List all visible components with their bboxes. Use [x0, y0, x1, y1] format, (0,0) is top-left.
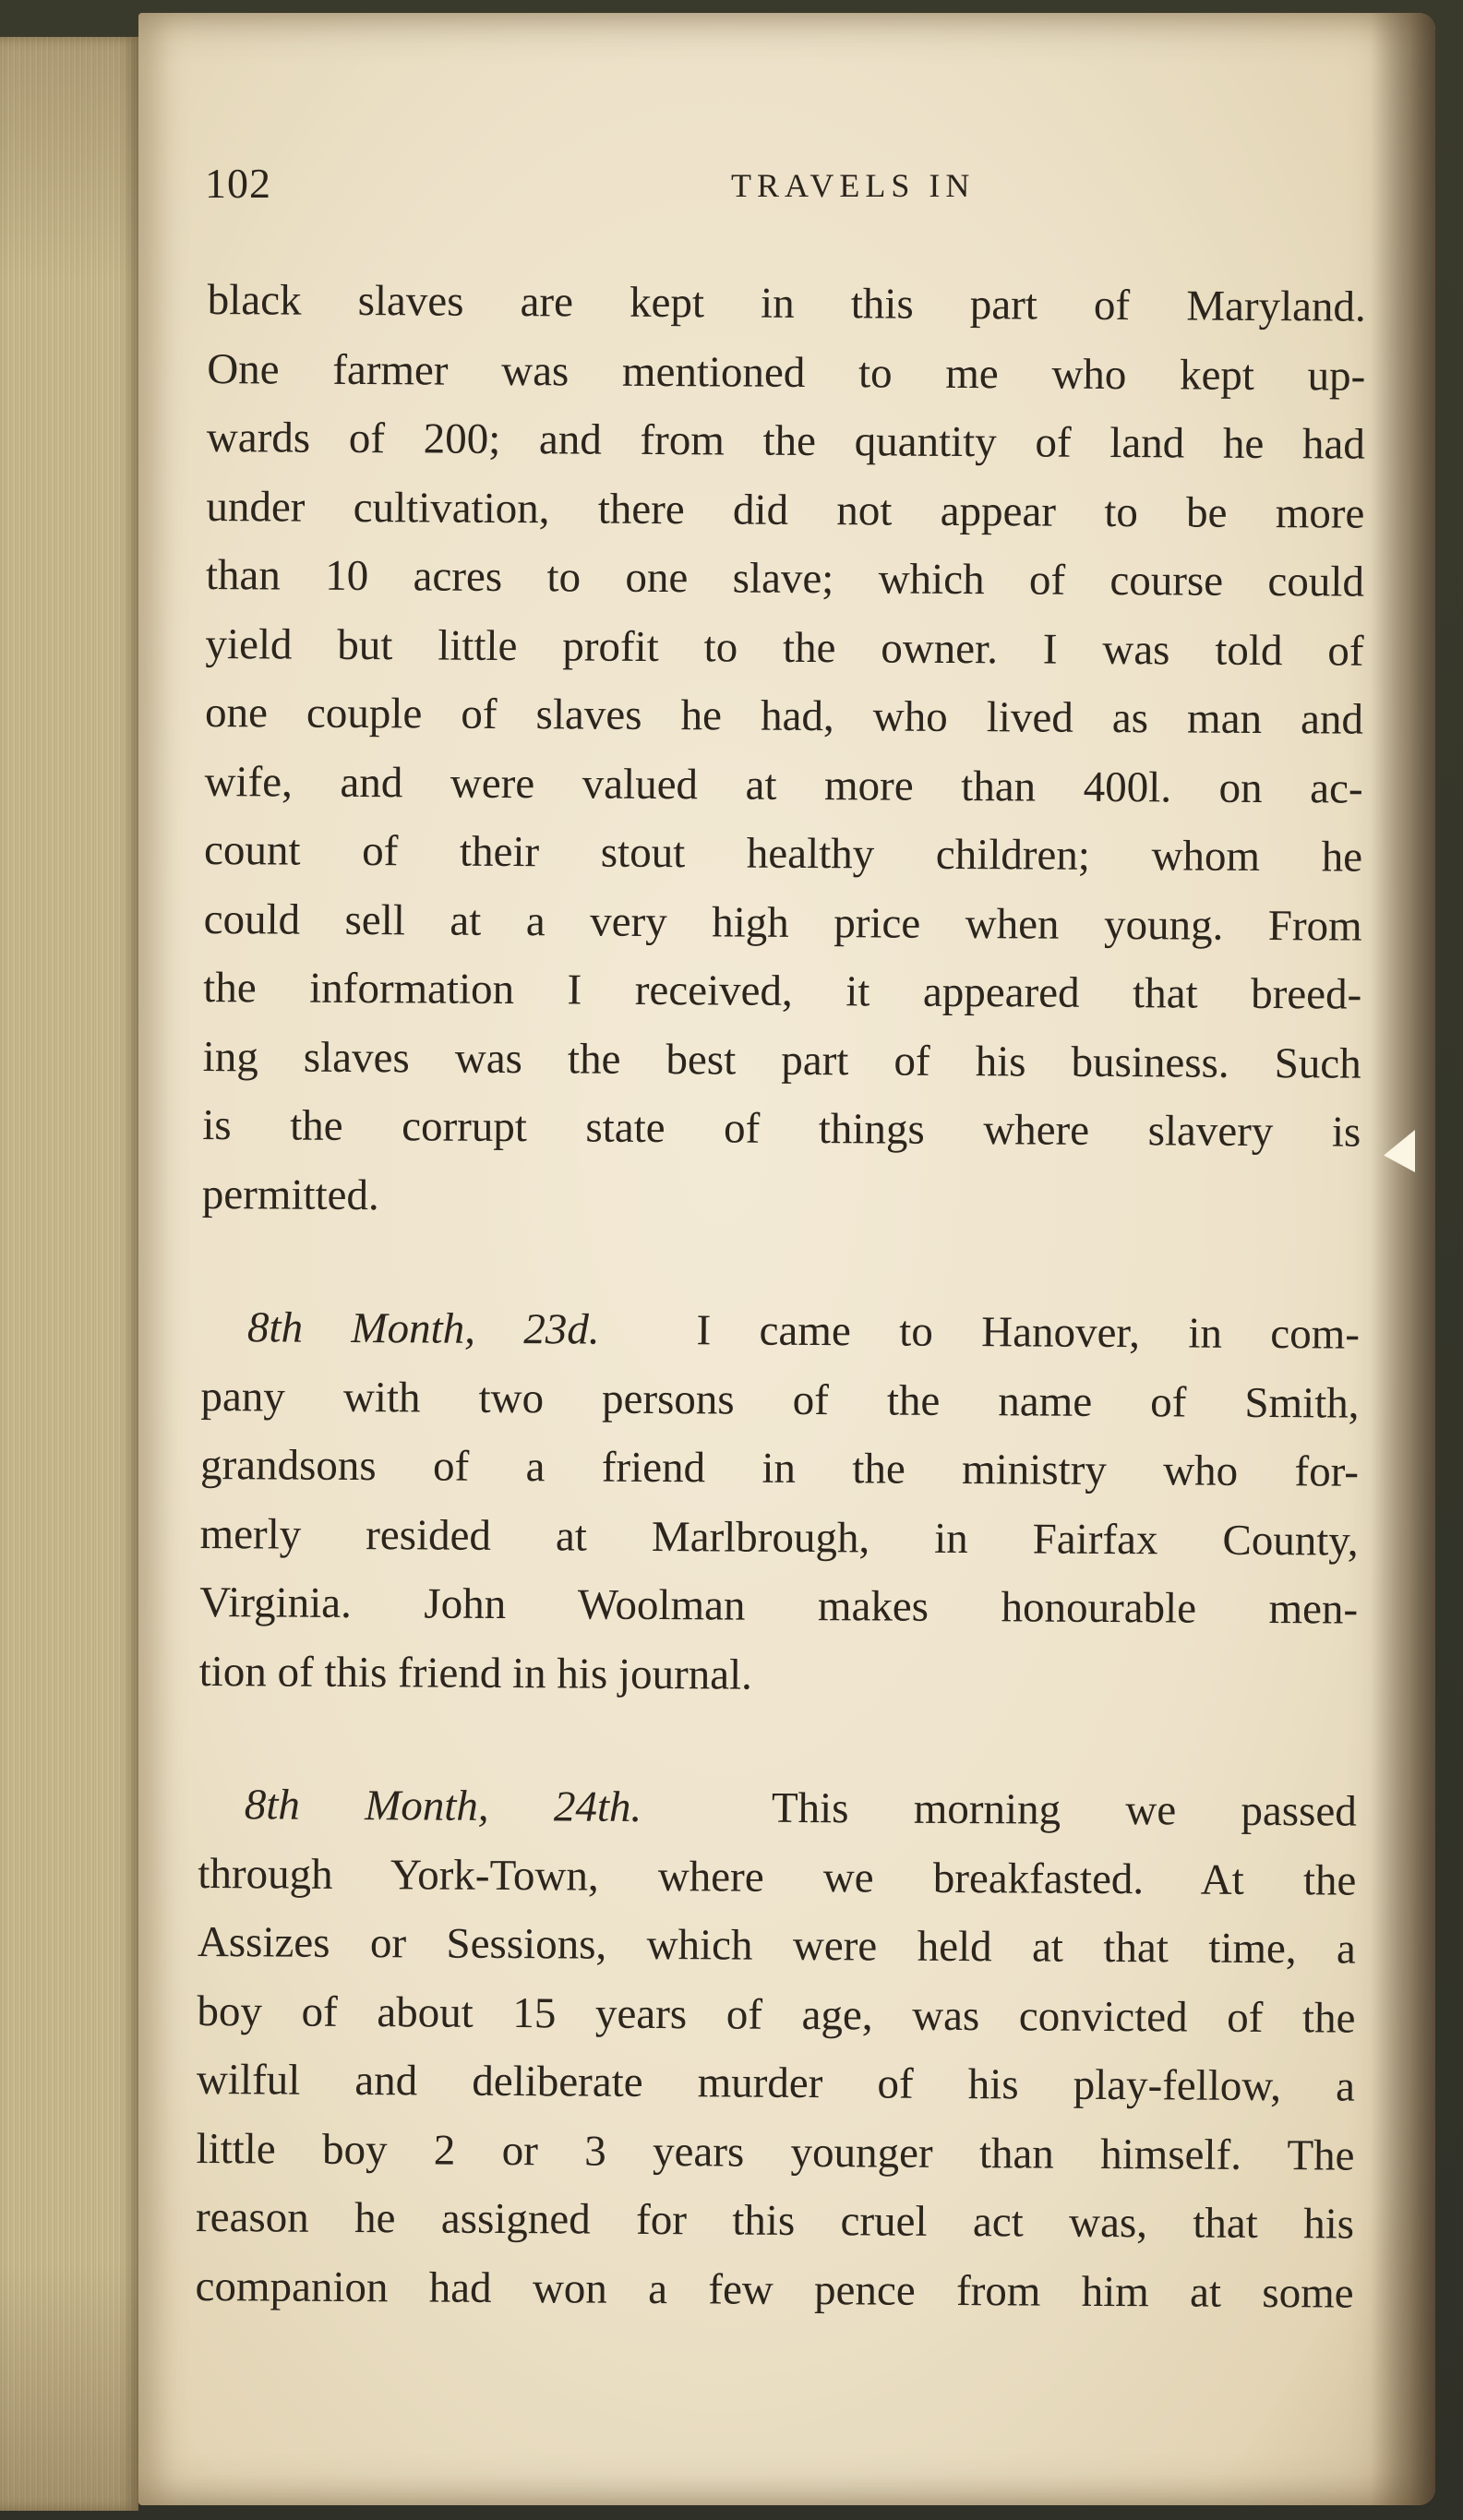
text-line: black slaves are kept in this part of Maryland.: [207, 275, 1366, 331]
text-line: is the corrupt state of things where slavery is: [202, 1100, 1361, 1157]
text-line: wilful and deliberate murder of his play-fellow, a: [196, 2055, 1356, 2111]
running-title: TRAVELS IN: [731, 167, 976, 204]
text-line: through York-Town, where we breakfasted. At the: [198, 1849, 1357, 1905]
text-line: One farmer was mentioned to me who kept up-: [207, 344, 1366, 401]
text-line: I came to Hanover, in com-: [696, 1306, 1361, 1359]
text-line: the information I received, it appeared that breed-: [203, 963, 1362, 1019]
running-head: [205, 159, 1036, 214]
paragraph-gap: [198, 1706, 1380, 1778]
page-number: 102: [205, 160, 271, 207]
text-line: could sell at a very high price when young. From: [203, 894, 1362, 951]
text-line: little boy 2 or 3 years younger than himself. The: [196, 2124, 1355, 2180]
dated-entry-line: [198, 1770, 1357, 1846]
text-line: tion of this friend in his journal.: [198, 1647, 753, 1699]
paragraph-gap: [201, 1229, 1383, 1301]
text-line: yield but little profit to the owner. I was told of: [205, 619, 1364, 676]
text-line: reason he assigned for this cruel act was, that his: [195, 2192, 1355, 2249]
text-line: Virginia. John Woolman makes honourable men-: [198, 1578, 1359, 1634]
text-line: ing slaves was the best part of his business. Such: [202, 1032, 1361, 1088]
text-line: wards of 200; and from the quantity of land he had: [206, 413, 1365, 469]
text-line: under cultivation, there did not appear to be more: [206, 482, 1365, 538]
text-line: merly resided at Marlbrough, in Fairfax County,: [199, 1509, 1359, 1566]
text-line: grandsons of a friend in the ministry who for-: [199, 1440, 1360, 1496]
text-line: than 10 acres to one slave; which of course could: [205, 550, 1365, 606]
dated-entry-line: [201, 1293, 1360, 1369]
entry-date: 8th Month, 24th.: [244, 1781, 642, 1831]
text-line: companion had won a few pence from him at some: [195, 2262, 1354, 2318]
page-edges: [0, 37, 138, 2511]
text-line: boy of about 15 years of age, was convicted of the: [197, 1986, 1356, 2043]
text-line: count of their stout healthy children; whom he: [203, 825, 1363, 882]
text-line: permitted.: [201, 1170, 379, 1219]
text-line: wife, and were valued at more than 400l. on ac-: [204, 757, 1363, 813]
text-line: pany with two persons of the name of Smith,: [200, 1372, 1360, 1428]
entry-date: 8th Month, 23d.: [246, 1303, 600, 1354]
text-line: This morning we passed: [771, 1783, 1357, 1836]
text-line: Assizes or Sessions, which were held at that time, a: [197, 1917, 1357, 1974]
body-text: [195, 266, 1389, 2328]
text-line: one couple of slaves he had, who lived as man and: [204, 688, 1364, 744]
